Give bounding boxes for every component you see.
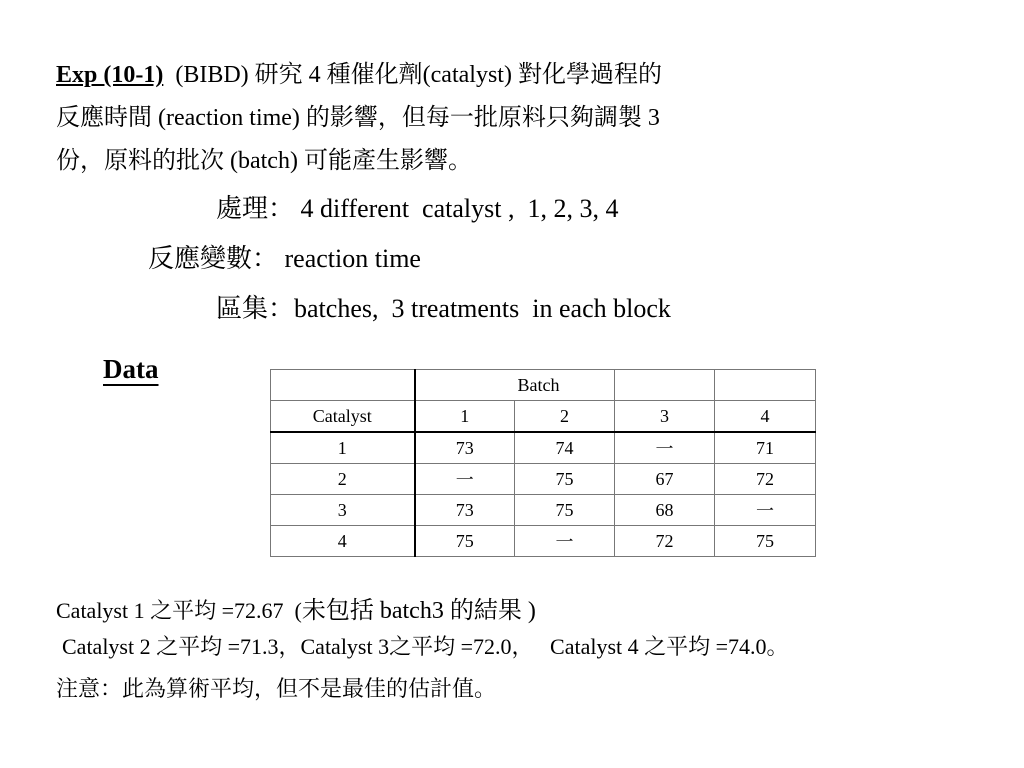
intro-paragraph: [56, 54, 936, 183]
table-cell: 67: [615, 464, 715, 495]
table-cell: 71: [715, 432, 816, 464]
table-row: [271, 432, 816, 464]
table-cell: 一: [415, 464, 515, 495]
table-corner-cell: [271, 370, 415, 401]
batch-group-header: Batch: [515, 370, 615, 401]
batch-column-header: 4: [715, 401, 816, 433]
table-cell: 75: [515, 464, 615, 495]
definition-label: 處理：: [216, 194, 295, 223]
intro-line-1: [56, 54, 936, 97]
table-row: [271, 464, 816, 495]
table-header-row: [271, 370, 816, 401]
intro-line-2: 反應時間 (reaction time) 的影響，但每一批原料只夠調製 3: [56, 105, 660, 131]
intro-line-1-text: (BIBD) 研究 4 種催化劑(catalyst) 對化學過程的: [163, 62, 662, 88]
table-row: [271, 526, 816, 557]
batch-column-header: 2: [515, 401, 615, 433]
bibd-data-table: [270, 369, 816, 557]
table-cell: 68: [615, 495, 715, 526]
batch-column-header: 1: [415, 401, 515, 433]
table-cell: 72: [615, 526, 715, 557]
definition-label: 區集：: [216, 294, 295, 323]
definition-value: reaction time: [278, 244, 421, 273]
catalyst-label: 2: [271, 464, 415, 495]
header-cell: [615, 370, 715, 401]
exp-label: Exp (10-1): [56, 62, 164, 88]
header-cell: [415, 370, 515, 401]
definition-value: 4 different catalyst , 1, 2, 3, 4: [294, 194, 619, 223]
table-cell: 74: [515, 432, 615, 464]
note-other-means: Catalyst 2 之平均 =71.3，Catalyst 3之平均 =72.0， Catalyst 4 之平均 =74.0。: [62, 634, 789, 659]
catalyst-column-header: Catalyst: [271, 401, 415, 433]
definition-block: [216, 288, 671, 325]
note-catalyst-1-mean: [56, 590, 536, 625]
table-cell: 73: [415, 495, 515, 526]
note-arithmetic-mean-warning: 注意：此為算術平均，但不是最佳的估計值。: [56, 676, 497, 701]
table-cell: 75: [415, 526, 515, 557]
definition-label: 反應變數：: [148, 244, 279, 273]
table-cell: 75: [715, 526, 816, 557]
catalyst-label: 4: [271, 526, 415, 557]
table-row: [271, 495, 816, 526]
intro-line-3: 份，原料的批次 (batch) 可能產生影響。: [56, 148, 472, 174]
table-cell: 75: [515, 495, 615, 526]
definition-treatment: [216, 188, 618, 225]
definition-value: batches, 3 treatments in each block: [294, 294, 671, 323]
catalyst-label: 1: [271, 432, 415, 464]
batch-column-header: 3: [615, 401, 715, 433]
table-cell: 一: [515, 526, 615, 557]
table-cell: 一: [615, 432, 715, 464]
data-heading: Data: [103, 354, 159, 384]
table-cell: 73: [415, 432, 515, 464]
catalyst-label: 3: [271, 495, 415, 526]
table-cell: 72: [715, 464, 816, 495]
header-cell: [715, 370, 816, 401]
definition-response: [148, 238, 421, 275]
note-text-emphasis: 未包括 batch3 的結果 ): [301, 598, 536, 624]
table-column-header-row: [271, 401, 816, 433]
table-cell: 一: [715, 495, 816, 526]
note-text: Catalyst 1 之平均 =72.67 (: [56, 598, 302, 623]
